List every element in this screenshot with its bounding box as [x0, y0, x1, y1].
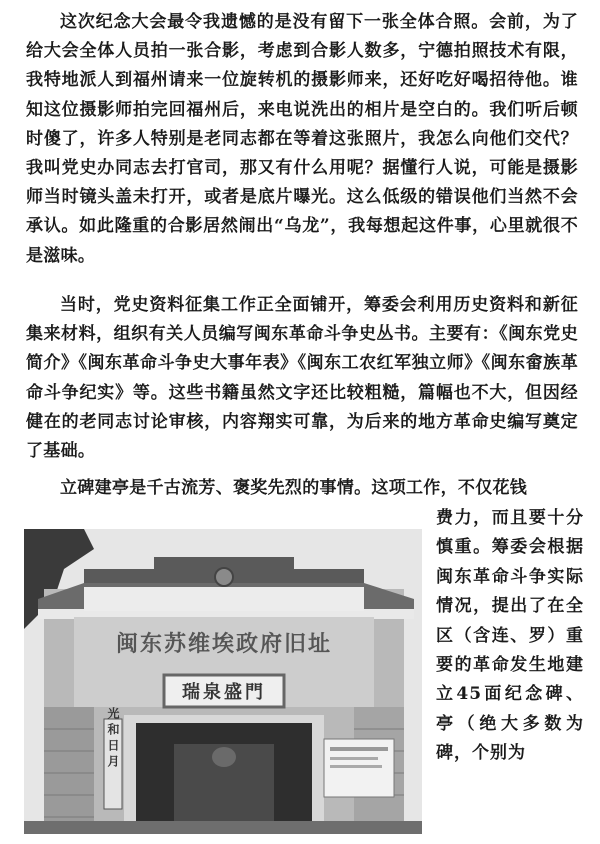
side-column-text: 费力，而且要十分慎重。筹委会根据闽东革命斗争实际情况，提出了在全区（含连、罗）重要的革命发生地建立45面纪念碑、亭（绝大多数为碑，个别为: [436, 508, 584, 764]
plaque-small-text: 瑞泉盛門: [182, 682, 266, 703]
door-couplet-text: 光和日月: [106, 707, 120, 771]
photo-former-soviet-government-site: [24, 529, 422, 834]
paragraph-monuments-intro: 立碑建亭是千古流芳、褒奖先烈的事情。这项工作，不仅花钱: [60, 478, 528, 498]
plaque-main-text: 闽东苏维埃政府旧址: [115, 631, 333, 657]
paragraph-group-photo-regret: 这次纪念大会最令我遗憾的是没有留下一张全体合照。会前，为了给大会全体人员拍一张合影，考虑到合影人数多，宁德拍照技术有限，我特地派人到福州请来一位旋转机的摄影师来，还好吃好喝招待他。谁知这位摄影师拍完回福州后，来电说洗出的相片是空白的。我们听后顿时傻了，许多人特别是老同志都在等着这张照片，我怎么向他们交代？我叫党史办同志去打官司，那又有什么用呢？据懂行人说，可能是摄影师当时镜头盖未打开，或者是底片曝光。这么低级的错误他们当然不会承认。如此隆重的合影居然闹出“乌龙”，我每想起这件事，心里就很不是滋味。: [26, 12, 578, 266]
paragraph-history-books: 当时，党史资料征集工作正全面铺开，筹委会利用历史资料和新征集来材料，组织有关人员编写闽东革命斗争史丛书。主要有：《闽东党史简介》《闽东革命斗争史大事年表》《闽东工农红军独立师》《闽东畲族革命斗争纪实》等。这些书籍虽然文字还比较粗糙，篇幅也不大，但因经健在的老同志讨论审核，内容翔实可靠，为后来的地方革命史编写奠定了基础。: [26, 295, 578, 462]
